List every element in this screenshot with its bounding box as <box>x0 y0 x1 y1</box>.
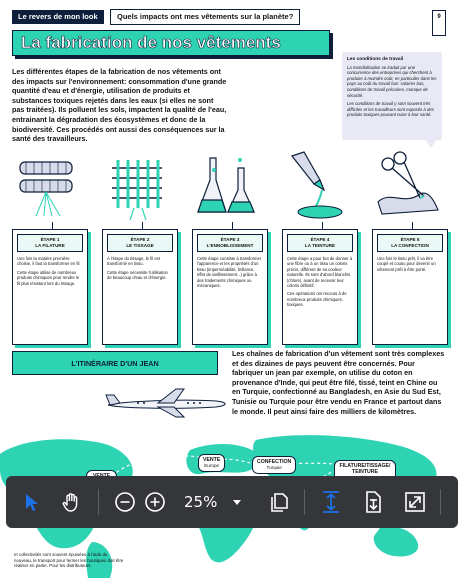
toolbar-separator <box>98 489 99 515</box>
fit-height-icon <box>320 490 342 514</box>
page-title-banner <box>12 30 330 56</box>
hand-pan-icon <box>60 491 82 513</box>
step-card-teinture <box>282 229 358 345</box>
step-text: À l'étape du tissage, le fil est transformé en tissu. <box>107 256 160 267</box>
export-page-button[interactable] <box>356 486 390 518</box>
copy-pages-button[interactable] <box>262 486 296 518</box>
note-tail <box>425 139 437 148</box>
note-paragraph-2: Les conditions de travail y sont souvent très difficiles et les travailleurs sont exposés à des produits toxiques pouvant nuire à leur santé. <box>347 101 434 118</box>
airplane-illustration <box>104 387 232 419</box>
toolbar-separator <box>304 489 305 515</box>
fit-height-button[interactable] <box>314 486 348 518</box>
scissors-fabric-illustration <box>374 150 442 222</box>
fullscreen-button[interactable] <box>398 486 432 518</box>
zoom-in-icon <box>144 491 166 513</box>
step-label: LA FILATURE <box>35 243 65 248</box>
zoom-out-button[interactable] <box>110 486 140 518</box>
toolbar-separator <box>440 489 441 515</box>
step-label: LE TISSAGE <box>126 243 154 248</box>
step-card-confection <box>372 229 448 345</box>
step-text: Une fois le tissu prêt, il va être coupé et cousu pour devenir un vêtement prêt à être porté. <box>377 256 436 272</box>
step-text: Une fois la matière première choisie, il faut la transformer en fil. <box>17 256 81 267</box>
intro-paragraph: Les différentes étapes de la fabrication de nos vêtements ont des impacts sur l'environnement: consommation d'une grande quantité d'eau et d'énergie, utilisation de produits et substances toxiques rejetés dans les eaux (si elles ne sont pas traitées). Ils polluent les sols, impactent la qualité de l'eau, entrainant la dégradation des écosystèmes et donc de la biodiversité. Ces procédés ont aussi des conséquences sur la santé des travailleurs. <box>12 67 227 144</box>
viewer-toolbar <box>6 476 458 528</box>
step-card-ennoblissement <box>192 229 268 345</box>
export-page-icon <box>362 490 384 514</box>
zoom-in-button[interactable] <box>140 486 170 518</box>
chevron-down-icon <box>231 496 243 508</box>
page-number-value: 9 <box>437 14 441 20</box>
page-title: La fabrication de nos vêtements <box>21 33 281 52</box>
location-place: Turquie <box>266 465 282 470</box>
step-number: ÉTAPE 5 <box>400 237 420 242</box>
zoom-out-icon <box>114 491 136 513</box>
step-card-filature <box>12 229 88 345</box>
step-heading <box>377 234 443 252</box>
location-activity: CONFECTION <box>257 459 292 465</box>
step-text: Cette étape utilise de nombreux produits chimiques pour rendre le fil plus résistant lors du tissage. <box>17 269 80 286</box>
itinerary-paragraph: Les chaînes de fabrication d'un vêtement sont très complexes et des dizaines de pays peuvent être concernés. Pour fabriquer un jean par exemple, on utilise du coton en provenance d'Inde, qui peut être filé, tissé, teint en Chine ou en Turquie, confectionné au Bangladesh, en Asie du Sud Est, Tunisie ou Turquie pour être vendu en France et partout dans le monde. Il peut ainsi faire des milliers de kilomètres. <box>232 349 445 416</box>
step-card-tissage <box>102 229 178 345</box>
step-label: LA TEINTURE <box>304 243 336 248</box>
step-text: Cette étape a pour but de donner à une fibre ou à un tissu un coloris précis, différent de sa couleur naturelle. Ils sont d'abord blanchis (chlore), avant de recevoir leur coloris définitif. <box>287 256 353 289</box>
itinerary-title: L'ITINÉRAIRE D'UN JEAN <box>71 359 159 368</box>
question-tag: Quels impacts ont mes vêtements sur la planète? <box>110 9 300 25</box>
step-text: Ces opérations ont recours à de nombreux produits chimiques, toxiques. <box>287 291 347 308</box>
step-text: Cette étape nécessite l'utilisation de beaucoup d'eau et d'énergie. <box>107 269 168 281</box>
select-pointer-icon <box>20 491 42 513</box>
location-activity: FILATURE/TISSAGE/ TEINTURE <box>339 463 391 475</box>
step-number: ÉTAPE 1 <box>40 237 60 242</box>
step-label: LA CONFECTION <box>391 243 429 248</box>
note-title: Les conditions de travail <box>347 57 404 62</box>
section-tag: Le revers de mon look <box>12 10 104 24</box>
location-place: Europe <box>204 463 220 468</box>
location-activity: VENTE <box>203 457 221 463</box>
step-number: ÉTAPE 4 <box>310 237 330 242</box>
pan-tool-button[interactable] <box>54 486 88 518</box>
note-paragraph-1: La mondialisation se traduit par une concurrence des entreprises qui cherchent à produire à moindre coût, en particulier dans les pays au coût du travail bas: salaires bas, conditions de travail précaires, manque de sécurité. <box>347 64 437 98</box>
dye-tube-illustration <box>286 150 354 222</box>
step-label: L'ENNOBLISSEMENT <box>206 243 254 248</box>
step-heading <box>197 234 263 252</box>
step-number: ÉTAPE 3 <box>220 237 240 242</box>
copy-pages-icon <box>268 491 290 513</box>
location-label-turkey <box>252 456 296 474</box>
location-label-europe <box>198 454 225 472</box>
thread-spools-illustration <box>14 150 82 222</box>
select-tool-button[interactable] <box>14 486 48 518</box>
bottom-paragraph-fragment: et collectivités sont souvent épuisées à l'aide du nouveau, le transport pour fermer les boutiques doit être réaliser en partie. Pour les distributeurs <box>14 552 124 569</box>
working-conditions-note <box>342 52 442 140</box>
weaving-illustration <box>104 150 172 222</box>
step-number: ÉTAPE 2 <box>130 237 150 242</box>
step-heading <box>17 234 83 252</box>
zoom-level-value: 25% <box>184 493 218 511</box>
step-heading <box>287 234 353 252</box>
fullscreen-icon <box>404 491 426 513</box>
step-text: Cette étape consiste à transformer l'apparence et les propriétés d'un tissu (imperméabilité, brillance, effet de vieillissement...) grâce à des traitements chimiques ou mécaniques. <box>197 256 262 289</box>
page-number <box>432 10 446 36</box>
zoom-level-select[interactable] <box>176 486 256 518</box>
lab-flasks-illustration <box>192 150 260 222</box>
itinerary-banner <box>12 351 218 375</box>
step-heading <box>107 234 173 252</box>
